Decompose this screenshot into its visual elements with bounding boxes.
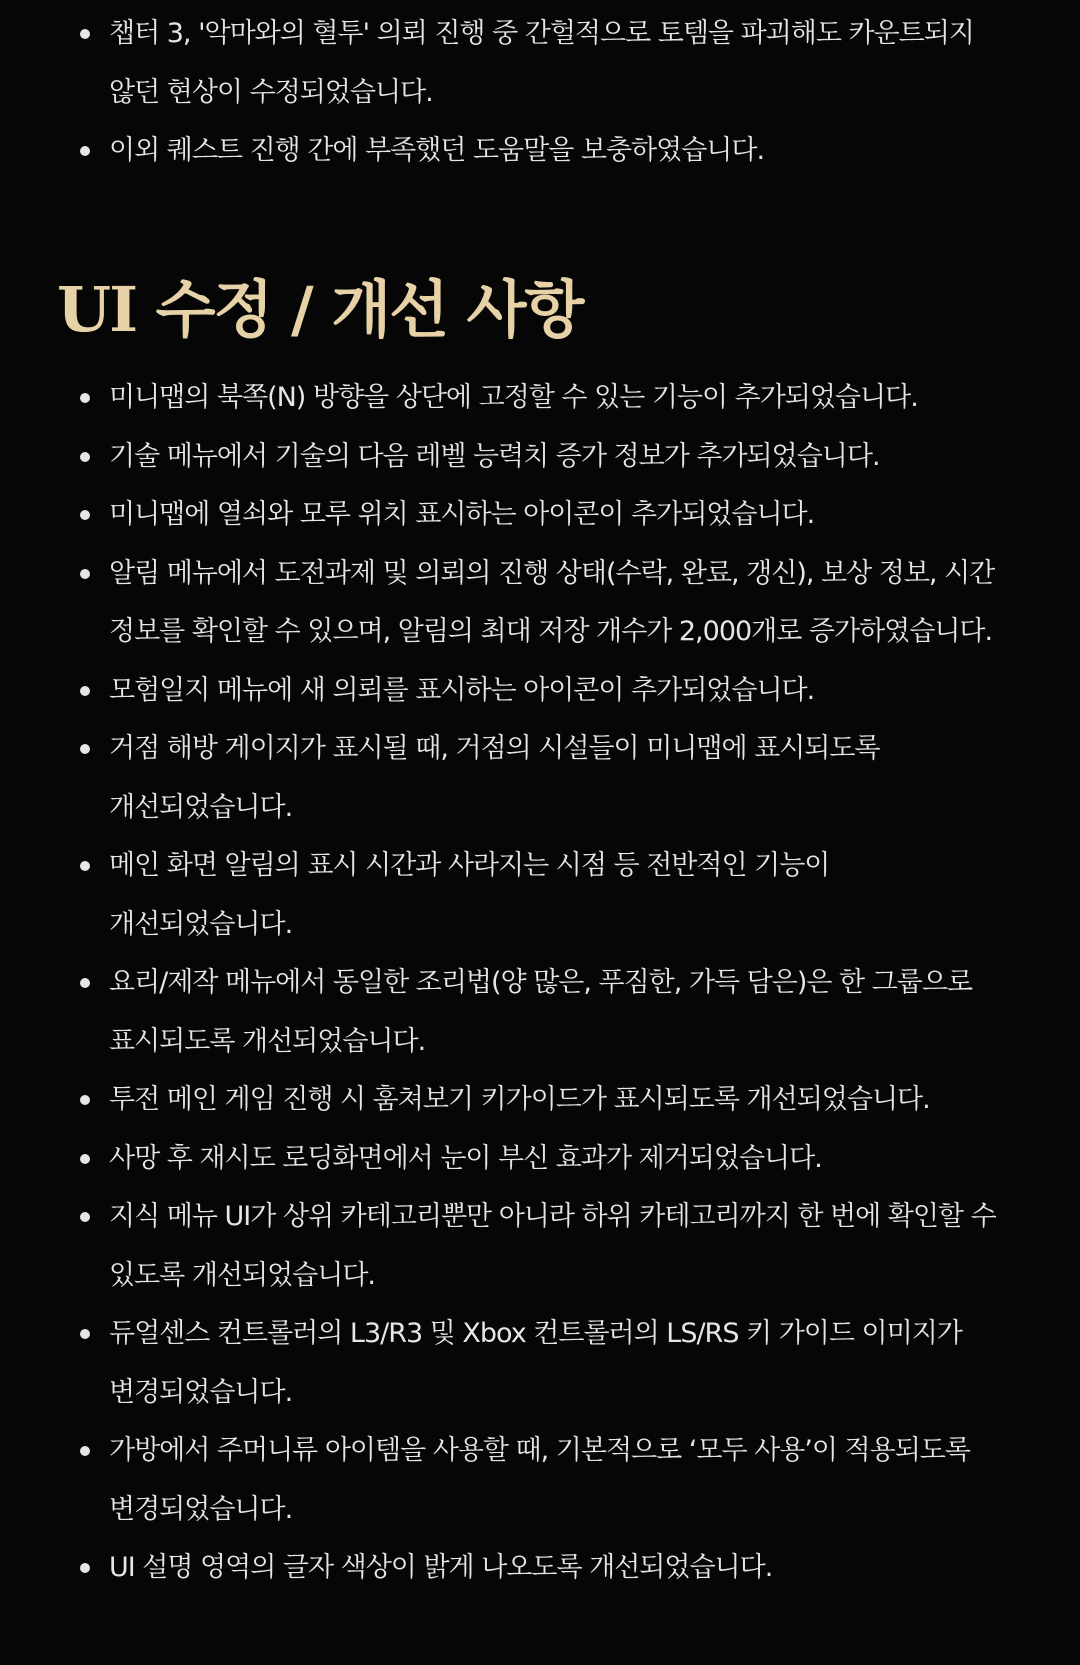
bullet-icon bbox=[80, 29, 90, 39]
bullet-icon bbox=[80, 510, 90, 520]
list-item-text: 가방에서 주머니류 아이템을 사용할 때, 기본적으로 ‘모두 사용’이 적용되도록 변경되었습니다. bbox=[109, 1435, 970, 1525]
list-item bbox=[0, 5, 1080, 122]
list-item-text: 챕터 3, '악마와의 혈투' 의뢰 진행 중 간헐적으로 토템을 파괴해도 카운트되지 않던 현상이 수정되었습니다. bbox=[109, 18, 974, 108]
list-item bbox=[0, 1305, 1080, 1422]
bullet-icon bbox=[80, 1212, 90, 1222]
list-item bbox=[0, 662, 1080, 721]
list-item-text: 메인 화면 알림의 표시 시간과 사라지는 시점 등 전반적인 기능이 개선되었습니다. bbox=[109, 850, 830, 940]
list-item bbox=[0, 428, 1080, 487]
list-item-text: 알림 메뉴에서 도전과제 및 의뢰의 진행 상태(수락, 완료, 갱신), 보상 정보, 시간 정보를 확인할 수 있으며, 알림의 최대 저장 개수가 2,000개로 증가하였습니다. bbox=[109, 557, 995, 647]
section-title: UI 수정 / 개선 사항 bbox=[57, 273, 583, 346]
bullet-icon bbox=[80, 146, 90, 156]
list-item bbox=[0, 954, 1080, 1071]
list-item-text: UI 설명 영역의 글자 색상이 밝게 나오도록 개선되었습니다. bbox=[109, 1552, 773, 1583]
list-item bbox=[0, 1422, 1080, 1539]
list-item-text: 지식 메뉴 UI가 상위 카테고리뿐만 아니라 하위 카테고리까지 한 번에 확인할 수 있도록 개선되었습니다. bbox=[109, 1201, 996, 1291]
list-item-text: 듀얼센스 컨트롤러의 L3/R3 및 Xbox 컨트롤러의 LS/RS 키 가이드 이미지가 변경되었습니다. bbox=[109, 1318, 962, 1408]
list-item bbox=[0, 720, 1080, 837]
bullet-icon bbox=[80, 861, 90, 871]
bullet-icon bbox=[80, 1154, 90, 1164]
bullet-icon bbox=[80, 452, 90, 462]
ui-changes-list bbox=[0, 369, 1080, 1598]
bullet-icon bbox=[80, 978, 90, 988]
bullet-icon bbox=[80, 1095, 90, 1105]
bullet-icon bbox=[80, 1329, 90, 1339]
bullet-icon bbox=[80, 1446, 90, 1456]
list-item bbox=[0, 1130, 1080, 1189]
bullet-icon bbox=[80, 393, 90, 403]
list-item-text: 이외 퀘스트 진행 간에 부족했던 도움말을 보충하였습니다. bbox=[109, 135, 765, 166]
list-item-text: 미니맵에 열쇠와 모루 위치 표시하는 아이콘이 추가되었습니다. bbox=[109, 499, 815, 530]
list-item-text: 미니맵의 북쪽(N) 방향을 상단에 고정할 수 있는 기능이 추가되었습니다. bbox=[109, 382, 918, 413]
list-item bbox=[0, 837, 1080, 954]
bullet-icon bbox=[80, 569, 90, 579]
list-item-text: 기술 메뉴에서 기술의 다음 레벨 능력치 증가 정보가 추가되었습니다. bbox=[109, 440, 880, 472]
bullet-icon bbox=[80, 1563, 90, 1573]
list-item bbox=[0, 369, 1080, 428]
list-item-text: 거점 해방 게이지가 표시될 때, 거점의 시설들이 미니맵에 표시되도록 개선되었습니다. bbox=[109, 733, 880, 823]
list-item-text: 투전 메인 게임 진행 시 훔쳐보기 키가이드가 표시되도록 개선되었습니다. bbox=[109, 1084, 930, 1115]
list-item-text: 요리/제작 메뉴에서 동일한 조리법(양 많은, 푸짐한, 가득 담은)은 한 그룹으로 표시되도록 개선되었습니다. bbox=[109, 967, 973, 1057]
bullet-icon bbox=[80, 744, 90, 754]
bullet-icon bbox=[80, 686, 90, 696]
list-item-text: 모험일지 메뉴에 새 의뢰를 표시하는 아이콘이 추가되었습니다. bbox=[109, 674, 815, 706]
list-item-text: 사망 후 재시도 로딩화면에서 눈이 부신 효과가 제거되었습니다. bbox=[109, 1142, 822, 1174]
list-item bbox=[0, 1188, 1080, 1305]
list-item bbox=[0, 122, 1080, 181]
list-item bbox=[0, 545, 1080, 662]
list-item bbox=[0, 1071, 1080, 1130]
list-item bbox=[0, 486, 1080, 545]
previous-section-list bbox=[0, 5, 1080, 181]
list-item bbox=[0, 1539, 1080, 1598]
